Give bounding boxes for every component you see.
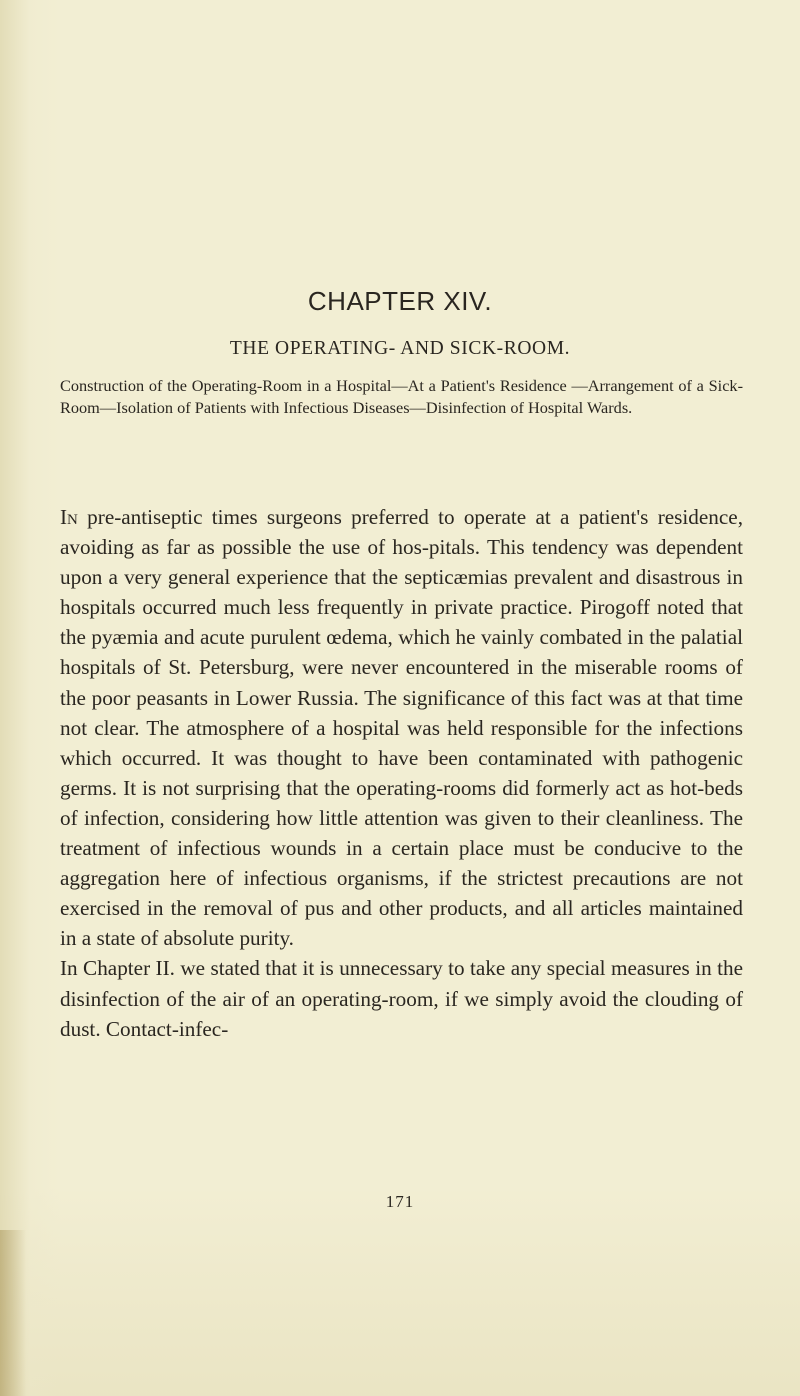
page-number: 171 (385, 1192, 415, 1211)
paragraph-1-text: pre-antiseptic times surgeons preferred to operate at a patient's residence, avoiding as far as possible the use of hos-pitals. This tendency was dependent upon a very general experience that the septicæmias prevalent and disastrous in hospitals occurred much less frequently in private practice. Pirogoff noted that the pyæmia and acute purulent œdema, which he vainly combated in the palatial hospitals of St. Petersburg, were never encountered in the miserable rooms of the poor peasants in Lower Russia. The significance of this fact was at that time not clear. The atmosphere of a hospital was held responsible for the infections which occurred. It was thought to have been contaminated with pathogenic germs. It is not surprising that the operating-rooms did formerly act as hot-beds of infection, considering how little attention was given to their cleanliness. The treatment of infectious wounds in a certain place must be conducive to the aggregation here of infectious organisms, if the strictest precautions are not exercised in the removal of pus and other products, and all articles maintained in a state of absolute purity. (60, 505, 743, 951)
chapter-synopsis: Construction of the Operating-Room in a Hospital—At a Patient's Residence —Arrangement of a Sick-Room—Isolation of Patients with Infectious Diseases—Disinfection of Hospital Wards. (60, 376, 743, 417)
paragraph-1 (60, 502, 743, 953)
paragraph-1-lead: In (60, 505, 78, 529)
page-edge-shadow (0, 1230, 26, 1396)
chapter-title: CHAPTER XIV. (307, 286, 493, 316)
chapter-subtitle: THE OPERATING- AND SICK-ROOM. (229, 338, 571, 359)
body-text (60, 502, 743, 1044)
paragraph-2: In Chapter II. we stated that it is unnecessary to take any special measures in the disinfection of the air of an operating-room, if we simply avoid the clouding of dust. Contact-infec- (60, 956, 743, 1041)
